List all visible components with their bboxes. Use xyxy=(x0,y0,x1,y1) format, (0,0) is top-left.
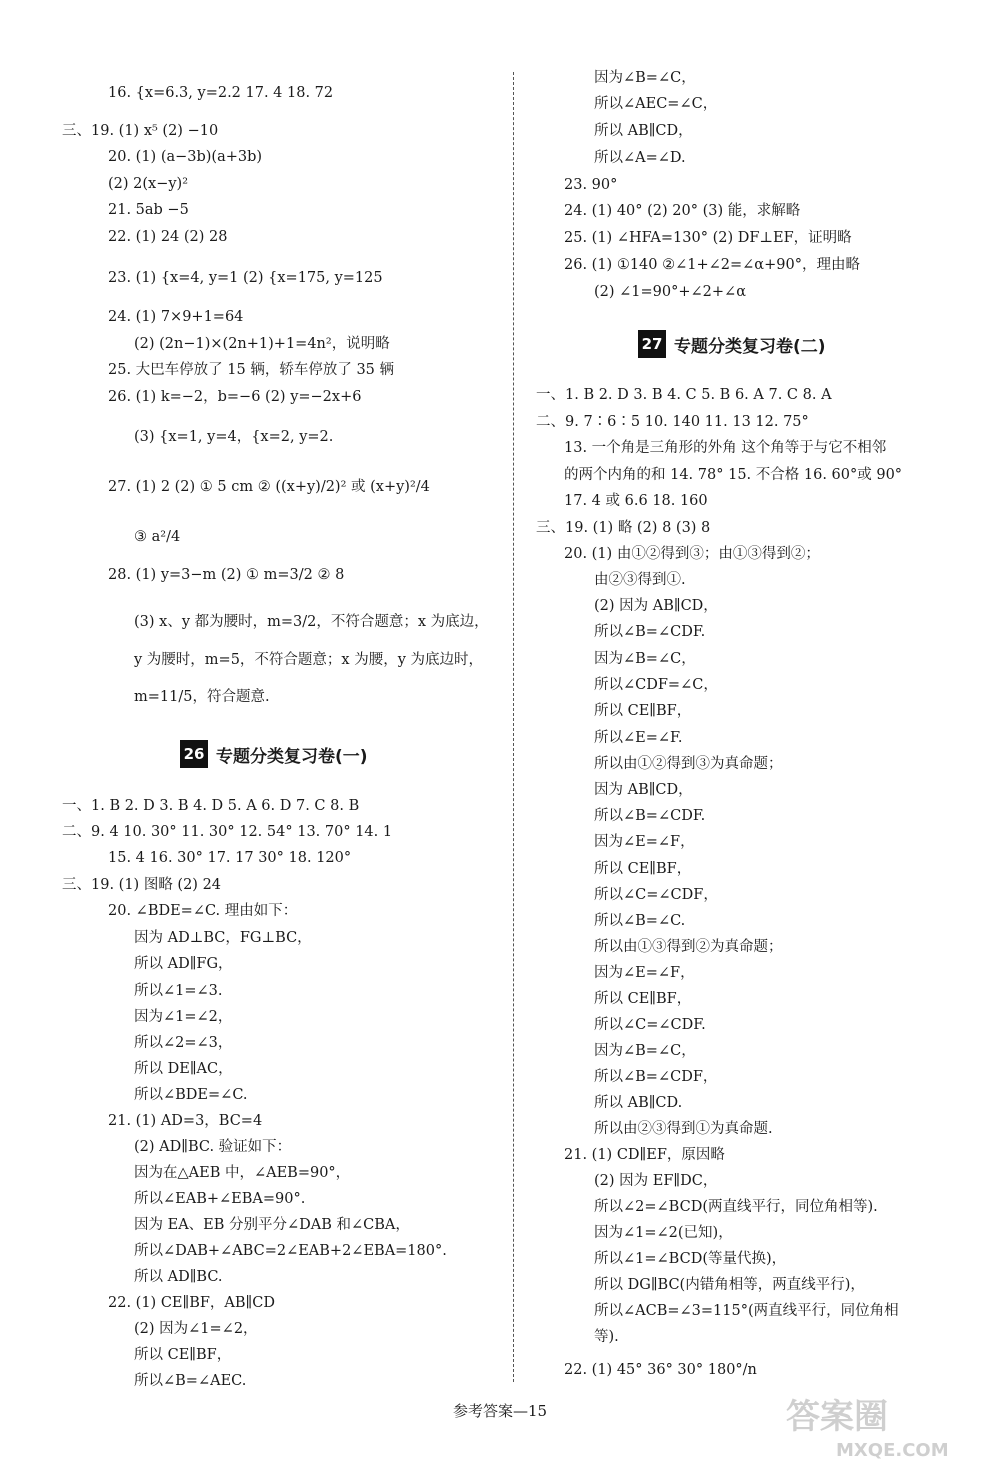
column-divider xyxy=(513,72,514,1382)
answer-line: 所以 AD∥BC. xyxy=(134,1269,223,1285)
answer-line: 26. (1) ①140 ②∠1+∠2=∠α+90°，理由略 xyxy=(564,257,860,273)
answer-line: 三、19. (1) 略 (2) 8 (3) 8 xyxy=(536,520,711,536)
page-footer: 参考答案—15 xyxy=(452,1402,548,1420)
answer-line: 所以 DG∥BC(内错角相等，两直线平行)， xyxy=(594,1277,865,1293)
answer-line: 20. (1) 由①②得到③；由①③得到②； xyxy=(564,546,820,562)
answer-line: 25. 大巴车停放了 15 辆，轿车停放了 35 辆 xyxy=(108,362,395,378)
answer-line: 所以∠AEC=∠C， xyxy=(594,96,718,112)
answer-line: 22. (1) CE∥BF，AB∥CD xyxy=(108,1295,275,1311)
answer-line: 24. (1) 7×9+1=64 xyxy=(108,309,244,325)
answer-line: 的两个内角的和 14. 78° 15. 不合格 16. 60°或 90° xyxy=(564,467,903,483)
answer-line: (2) 因为 AB∥CD， xyxy=(594,598,718,614)
answer-line: 所以 CE∥BF， xyxy=(134,1347,232,1363)
answer-line: 二、9. 7∶6∶5 10. 140 11. 13 12. 75° xyxy=(536,414,809,430)
section-title: 专题分类复习卷(二) xyxy=(674,336,826,357)
answer-line: 16. {x=6.3, y=2.2 17. 4 18. 72 xyxy=(108,85,334,101)
answer-line: 所以 CE∥BF， xyxy=(594,861,692,877)
answer-line: (2) AD∥BC. 验证如下： xyxy=(134,1139,292,1155)
answer-line: 所以由②③得到①为真命题. xyxy=(594,1121,773,1137)
answer-line: 26. (1) k=−2，b=−6 (2) y=−2x+6 xyxy=(108,389,362,405)
watermark-text: 答案圈 xyxy=(786,1397,888,1437)
answer-line: 23. (1) {x=4, y=1 (2) {x=175, y=125 xyxy=(108,270,383,286)
answer-line: (3) x、y 都为腰时，m=3/2，不符合题意；x 为底边， xyxy=(134,614,489,630)
answer-line: (2) ∠1=90°+∠2+∠α xyxy=(594,284,746,300)
answer-line: 因为∠E=∠F， xyxy=(594,834,695,850)
answer-line: 所以 AB∥CD， xyxy=(594,123,693,139)
answer-line: ③ a²/4 xyxy=(134,529,181,545)
answer-line: 因为∠B=∠C， xyxy=(594,651,696,667)
answer-line: 所以∠EAB+∠EBA=90°. xyxy=(134,1191,306,1207)
answer-line: (3) {x=1, y=4，{x=2, y=2. xyxy=(134,429,334,445)
answer-line: 所以∠DAB+∠ABC=2∠EAB+2∠EBA=180°. xyxy=(134,1243,447,1259)
answer-line: 因为 AB∥CD， xyxy=(594,782,693,798)
answer-line: 所以∠B=∠C. xyxy=(594,913,686,929)
answer-line: 13. 一个角是三角形的外角 这个角等于与它不相邻 xyxy=(564,440,887,456)
answer-line: 三、19. (1) 图略 (2) 24 xyxy=(62,877,222,893)
answer-line: 所以 AD∥FG， xyxy=(134,956,233,972)
watermark-logo xyxy=(776,1390,986,1462)
answer-line: 因为∠1=∠2(已知)， xyxy=(594,1225,733,1241)
answer-line: m=11/5，符合题意. xyxy=(134,689,270,705)
section-number: 27 xyxy=(638,330,666,358)
answer-line: 所以 CE∥BF， xyxy=(594,703,692,719)
answer-line: 所以∠A=∠D. xyxy=(594,150,686,166)
answer-line: (2) (2n−1)×(2n+1)+1=4n²，说明略 xyxy=(134,336,390,352)
watermark-url: MXQE.COM xyxy=(836,1440,949,1461)
answer-line: 所以∠E=∠F. xyxy=(594,730,683,746)
answer-line: 因为 EA、EB 分别平分∠DAB 和∠CBA， xyxy=(134,1217,410,1233)
answer-line: 所以∠2=∠BCD(两直线平行，同位角相等). xyxy=(594,1199,878,1215)
answer-line: 因为∠B=∠C， xyxy=(594,70,696,86)
answer-line: 因为∠E=∠F， xyxy=(594,965,695,981)
section-heading-26 xyxy=(180,740,368,768)
section-heading-27 xyxy=(638,330,826,358)
answer-line: 所以∠B=∠CDF. xyxy=(594,808,706,824)
answer-line: 所以 DE∥AC， xyxy=(134,1061,233,1077)
answer-line: (2) 2(x−y)² xyxy=(108,176,189,192)
answer-line: 所以∠1=∠BCD(等量代换)， xyxy=(594,1251,787,1267)
answer-line: 24. (1) 40° (2) 20° (3) 能，求解略 xyxy=(564,203,801,219)
answer-line: 23. 90° xyxy=(564,177,618,193)
answer-line: 因为∠B=∠C， xyxy=(594,1043,696,1059)
answer-line: 因为在△AEB 中，∠AEB=90°， xyxy=(134,1165,351,1181)
answer-line: 21. (1) CD∥EF，原因略 xyxy=(564,1147,725,1163)
answer-line: 一、1. B 2. D 3. B 4. C 5. B 6. A 7. C 8. A xyxy=(536,387,832,403)
answer-line: 所以∠ACB=∠3=115°(两直线平行，同位角相 xyxy=(594,1303,899,1319)
answer-line: 20. ∠BDE=∠C. 理由如下： xyxy=(108,903,298,919)
answer-line: 所以∠BDE=∠C. xyxy=(134,1087,248,1103)
answer-line: 因为 AD⊥BC，FG⊥BC， xyxy=(134,930,312,946)
answer-line: 20. (1) (a−3b)(a+3b) xyxy=(108,149,263,165)
answer-line: 28. (1) y=3−m (2) ① m=3/2 ② 8 xyxy=(108,567,345,583)
answer-line: 所以由①③得到②为真命题； xyxy=(594,939,783,955)
answer-line: 21. (1) AD=3，BC=4 xyxy=(108,1113,263,1129)
answer-line: 所以由①②得到③为真命题； xyxy=(594,756,783,772)
answer-line: 由②③得到①. xyxy=(594,572,686,588)
answer-line: (2) 因为∠1=∠2， xyxy=(134,1321,258,1337)
answer-line: 17. 4 或 6.6 18. 160 xyxy=(564,493,708,509)
answer-line: 因为∠1=∠2， xyxy=(134,1009,233,1025)
answer-line: 所以∠1=∠3. xyxy=(134,983,223,999)
answer-line: 等). xyxy=(594,1329,619,1345)
answer-line: 所以∠2=∠3， xyxy=(134,1035,233,1051)
answer-line: 所以∠B=∠CDF. xyxy=(594,624,706,640)
answer-line: 所以∠C=∠CDF， xyxy=(594,887,718,903)
answer-line: 15. 4 16. 30° 17. 17 30° 18. 120° xyxy=(108,850,352,866)
answer-line: 二、9. 4 10. 30° 11. 30° 12. 54° 13. 70° 14. 1 xyxy=(62,824,393,840)
answer-line: 所以∠B=∠CDF， xyxy=(594,1069,718,1085)
answer-line: 所以∠C=∠CDF. xyxy=(594,1017,706,1033)
answer-line: 三、19. (1) x⁵ (2) −10 xyxy=(62,123,219,139)
answer-line: 一、1. B 2. D 3. B 4. D 5. A 6. D 7. C 8. B xyxy=(62,798,360,814)
answer-line: 22. (1) 24 (2) 28 xyxy=(108,229,228,245)
section-number: 26 xyxy=(180,740,208,768)
answer-line: 所以 AB∥CD. xyxy=(594,1095,683,1111)
answer-line: 27. (1) 2 (2) ① 5 cm ② ((x+y)/2)² 或 (x+y)²/4 xyxy=(108,479,430,495)
answer-line: 所以 CE∥BF， xyxy=(594,991,692,1007)
answer-line: 25. (1) ∠HFA=130° (2) DF⊥EF，证明略 xyxy=(564,230,852,246)
answer-line: 所以∠CDF=∠C， xyxy=(594,677,718,693)
answer-line: y 为腰时，m=5，不符合题意；x 为腰，y 为底边时， xyxy=(134,652,484,668)
answer-line: 22. (1) 45° 36° 30° 180°/n xyxy=(564,1362,757,1378)
answer-line: (2) 因为 EF∥DC， xyxy=(594,1173,718,1189)
answer-line: 所以∠B=∠AEC. xyxy=(134,1373,247,1389)
section-title: 专题分类复习卷(一) xyxy=(216,746,368,767)
answer-line: 21. 5ab −5 xyxy=(108,202,189,218)
